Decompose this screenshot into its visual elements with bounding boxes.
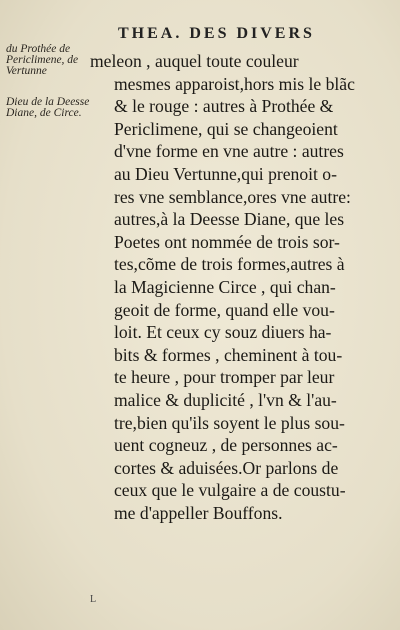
signature-mark: L bbox=[90, 594, 97, 605]
text-line: Periclimene, qui se changeoient bbox=[114, 118, 338, 139]
text-line: mesmes apparoist,hors mis le blãc bbox=[114, 73, 355, 94]
running-header: THEA. DES DIVERS bbox=[118, 25, 315, 42]
text-line: bits & formes , cheminent à tou- bbox=[114, 344, 343, 365]
text-line: cortes & aduisées.Or parlons de bbox=[114, 457, 339, 478]
text-line: tre,bien qu'ils soyent le plus sou- bbox=[114, 412, 345, 433]
text-line: res vne semblance,ores vne autre: bbox=[114, 186, 351, 207]
text-line: loit. Et ceux cy souz diuers ha- bbox=[114, 322, 332, 343]
text-line: meleon , auquel toute couleur bbox=[90, 51, 299, 71]
text-line: te heure , pour tromper par leur bbox=[114, 367, 335, 388]
margin-note-diane: Dieu de la Deesse Diane, de Circe. bbox=[6, 96, 90, 119]
text-line: geoit de forme, quand elle vou- bbox=[114, 299, 335, 320]
text-line: au Dieu Vertunne,qui prenoit o- bbox=[114, 163, 337, 184]
text-line: malice & duplicité , l'vn & l'au- bbox=[114, 389, 337, 410]
text-line: d'vne forme en vne autre : autres bbox=[114, 141, 344, 162]
text-line: la Magicienne Circe , qui chan- bbox=[114, 276, 336, 297]
body-text bbox=[86, 50, 386, 524]
text-line: tes,cõme de trois formes,autres à bbox=[114, 254, 345, 275]
margin-notes bbox=[6, 40, 90, 119]
text-line: me d'appeller Bouffons. bbox=[114, 502, 283, 523]
text-line: autres,à la Deesse Diane, que les bbox=[114, 209, 345, 230]
text-line: ceux que le vulgaire a de coustu- bbox=[114, 480, 346, 501]
text-line: uent cogneuz , de personnes ac- bbox=[114, 435, 338, 456]
text-line: Poetes ont nommée de trois sor- bbox=[114, 231, 340, 252]
margin-note-prothee: du Prothée de Periclimene, de Vertunne bbox=[6, 43, 79, 77]
text-line: & le rouge : autres à Prothée & bbox=[114, 96, 334, 117]
